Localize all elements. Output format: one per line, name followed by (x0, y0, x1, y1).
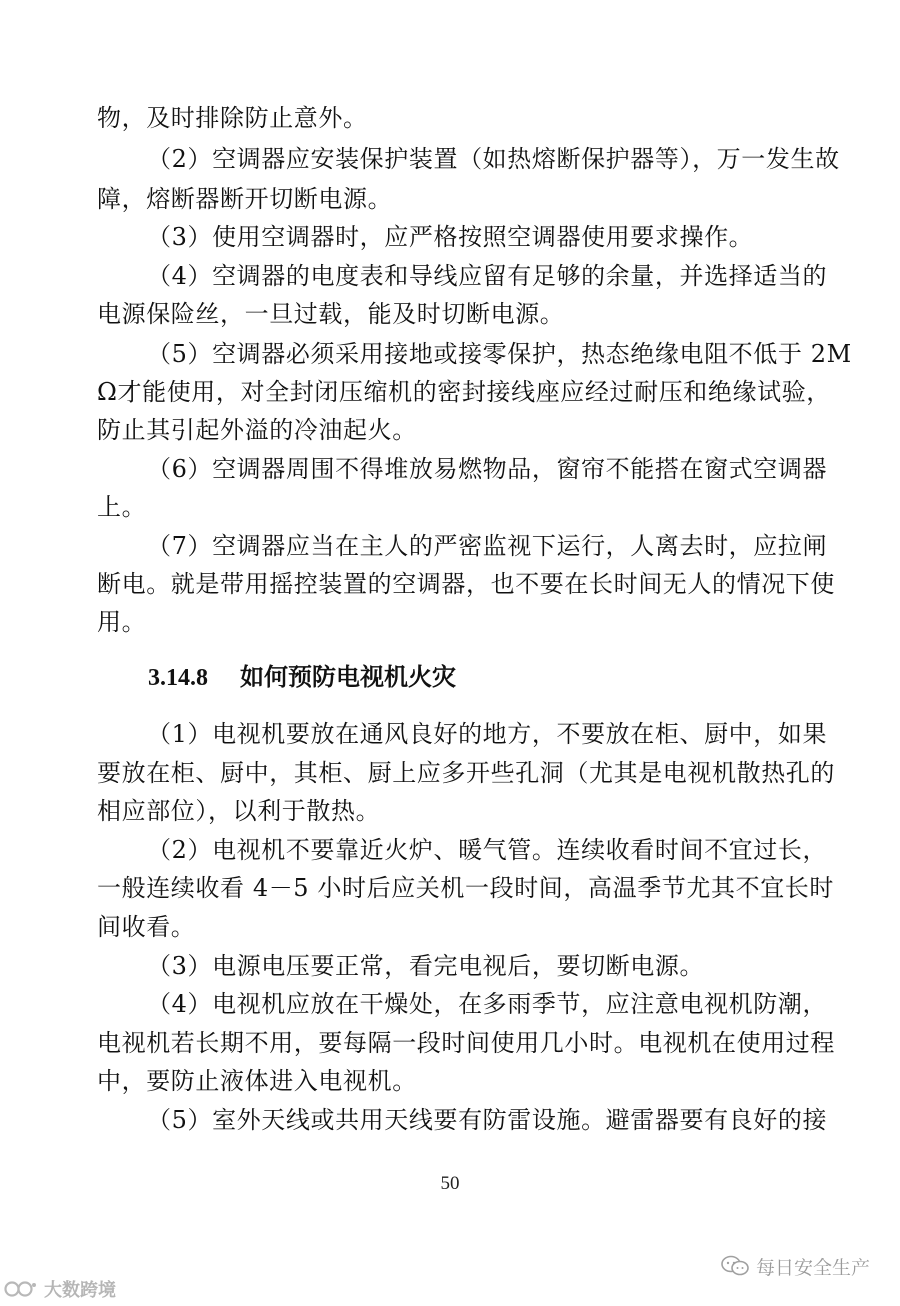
page-number: 50 (440, 1173, 460, 1194)
section-number: 3.14.8 (148, 665, 208, 691)
section-heading (148, 660, 456, 695)
text-line: 中，要防止液体进入电视机。 (97, 1067, 417, 1095)
text-line: （1）电视机要放在通风良好的地方，不要放在柜、厨中，如果 (147, 720, 828, 748)
text-line: 断电。就是带用摇控装置的空调器，也不要在长时间无人的情况下使 (97, 570, 835, 598)
text-line: Ω才能使用，对全封闭压缩机的密封接线座应经过耐压和绝缘试验， (97, 378, 831, 406)
chat-bubble-icon (720, 1254, 750, 1278)
text-line: （3）使用空调器时，应严格按照空调器使用要求操作。 (147, 223, 754, 251)
text-line: 物，及时排除防止意外。 (97, 104, 368, 132)
text-line: 电视机若长期不用，要每隔一段时间使用几小时。电视机在使用过程 (97, 1029, 835, 1057)
text-line: （3）电源电压要正常，看完电视后，要切断电源。 (147, 952, 705, 980)
text-line: 要放在柜、厨中，其柜、厨上应多开些孔洞（尤其是电视机散热孔的 (97, 759, 835, 787)
text-line: （4）空调器的电度表和导线应留有足够的余量，并选择适当的 (147, 262, 828, 290)
text-line: 上。 (97, 493, 147, 521)
text-line: 用。 (97, 608, 147, 636)
logo-icon (4, 1279, 38, 1299)
text-line: （6）空调器周围不得堆放易燃物品，窗帘不能搭在窗式空调器 (147, 455, 828, 483)
watermark-right (720, 1252, 870, 1280)
text-line: 一般连续收看 4－5 小时后应关机一段时间，高温季节尤其不宜长时 (97, 874, 834, 902)
text-line: （5）室外天线或共用天线要有防雷设施。避雷器要有良好的接 (147, 1106, 828, 1134)
text-line: （7）空调器应当在主人的严密监视下运行，人离去时，应拉闸 (147, 532, 828, 560)
watermark-left (4, 1276, 116, 1302)
text-line: （5）空调器必须采用接地或接零保护，热态绝缘电阻不低于 2M (147, 340, 852, 368)
watermark-left-text: 大数跨境 (44, 1280, 116, 1301)
text-line: 间收看。 (97, 913, 196, 941)
text-line: （4）电视机应放在干燥处，在多雨季节，应注意电视机防潮， (147, 990, 828, 1018)
text-line: （2）电视机不要靠近火炉、暖气管。连续收看时间不宜过长， (147, 836, 828, 864)
text-line: 相应部位），以利于散热。 (97, 797, 381, 825)
text-line: 防止其引起外溢的冷油起火。 (97, 416, 417, 444)
text-line: （2）空调器应安装保护装置（如热熔断保护器等），万一发生故 (147, 145, 840, 173)
section-title: 如何预防电视机火灾 (240, 662, 456, 691)
text-line: 电源保险丝，一旦过载，能及时切断电源。 (97, 300, 565, 328)
text-line: 障，熔断器断开切断电源。 (97, 185, 393, 213)
watermark-right-text: 每日安全生产 (755, 1256, 870, 1279)
